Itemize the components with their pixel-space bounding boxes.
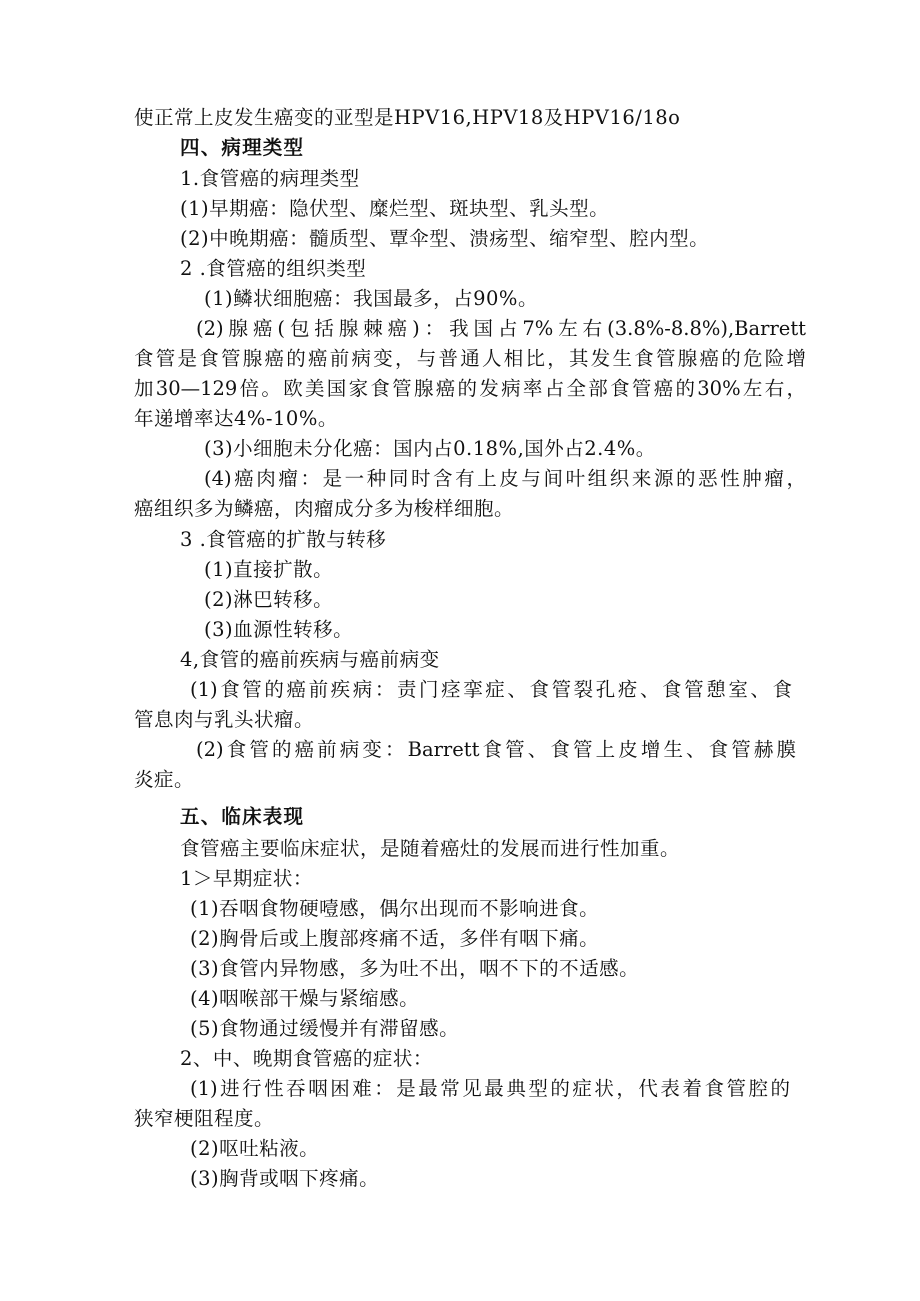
paragraph-line: 年递增率达4%-10%。 — [134, 407, 338, 430]
list-item-symptom-5: (5)食物通过缓慢并有滞留感。 — [190, 1017, 460, 1040]
list-item-late-symptom-2: (2)呕吐粘液。 — [190, 1137, 320, 1160]
section-heading-pathology: 四、病理类型 — [180, 136, 305, 159]
paragraph-clinical-intro: 食管癌主要临床症状，是随着癌灶的发展而进行性加重。 — [180, 837, 681, 860]
paragraph-line: 加30—129倍。欧美国家食管腺癌的发病率占全部食管癌的30%左右， — [134, 377, 806, 400]
list-item-advanced-cancer: (2)中晚期癌：髓质型、覃伞型、溃疡型、缩窄型、腔内型。 — [180, 227, 710, 250]
list-item-carcinosarcoma: (4)癌肉瘤：是一种同时含有上皮与间叶组织来源的恶性肿瘤， — [204, 467, 806, 490]
paragraph-line: 狭窄梗阻程度。 — [134, 1107, 275, 1130]
list-item-lymphatic: (2)淋巴转移。 — [204, 588, 334, 611]
list-item-adenocarcinoma: (2)腺癌(包括腺棘癌)：我国占7%左右(3.8%-8.8%),Barrett — [196, 317, 806, 340]
paragraph-line: 炎症。 — [134, 768, 195, 791]
subheading-precancerous: 4,食管的癌前疾病与癌前病变 — [180, 648, 440, 671]
list-item-precancerous-lesion: (2)食管的癌前病变：Barrett食管、食管上皮增生、食管赫膜 — [196, 738, 796, 761]
subheading-late-symptoms: 2、中、晚期食管癌的症状： — [180, 1047, 433, 1070]
list-item-direct-spread: (1)直接扩散。 — [204, 558, 334, 581]
paragraph-line: 食管是食管腺癌的癌前病变，与普通人相比，其发生食管腺癌的危险增 — [134, 347, 806, 370]
list-item-late-symptom-3: (3)胸背或咽下疼痛。 — [190, 1167, 380, 1190]
list-item-symptom-2: (2)胸骨后或上腹部疼痛不适，多伴有咽下痛。 — [190, 927, 600, 950]
intro-continuation-line: 使正常上皮发生癌变的亚型是HPV16,HPV18及HPV16/18o — [134, 106, 681, 129]
list-item-late-symptom-1: (1)进行性吞咽困难：是最常见最典型的症状，代表着食管腔的 — [190, 1077, 790, 1100]
section-heading-clinical: 五、临床表现 — [180, 805, 305, 828]
subheading-pathology-types: 1.食管癌的病理类型 — [180, 167, 360, 190]
list-item-symptom-3: (3)食管内异物感，多为吐不出，咽不下的不适感。 — [190, 957, 640, 980]
list-item-hematogenous: (3)血源性转移。 — [204, 618, 354, 641]
list-item-symptom-1: (1)吞咽食物硬噎感，偶尔出现而不影响进食。 — [190, 897, 600, 920]
subheading-early-symptoms: 1＞早期症状： — [180, 867, 313, 890]
list-item-small-cell: (3)小细胞未分化癌：国内占0.18%,国外占2.4%。 — [204, 437, 656, 460]
subheading-tissue-types: 2 .食管癌的组织类型 — [180, 257, 367, 280]
list-item-symptom-4: (4)咽喉部干燥与紧缩感。 — [190, 987, 420, 1010]
paragraph-line: 管息肉与乳头状瘤。 — [134, 708, 315, 731]
subheading-spread-metastasis: 3 .食管癌的扩散与转移 — [180, 528, 387, 551]
paragraph-line: 癌组织多为鳞癌，肉瘤成分多为梭样细胞。 — [134, 497, 515, 520]
list-item-squamous: (1)鳞状细胞癌：我国最多，占90%。 — [204, 287, 538, 310]
list-item-precancerous-disease: (1)食管的癌前疾病：责门痉挛症、食管裂孔疮、食管憩室、食 — [190, 678, 792, 701]
list-item-early-cancer: (1)早期癌：隐伏型、糜烂型、斑块型、乳头型。 — [180, 197, 610, 220]
